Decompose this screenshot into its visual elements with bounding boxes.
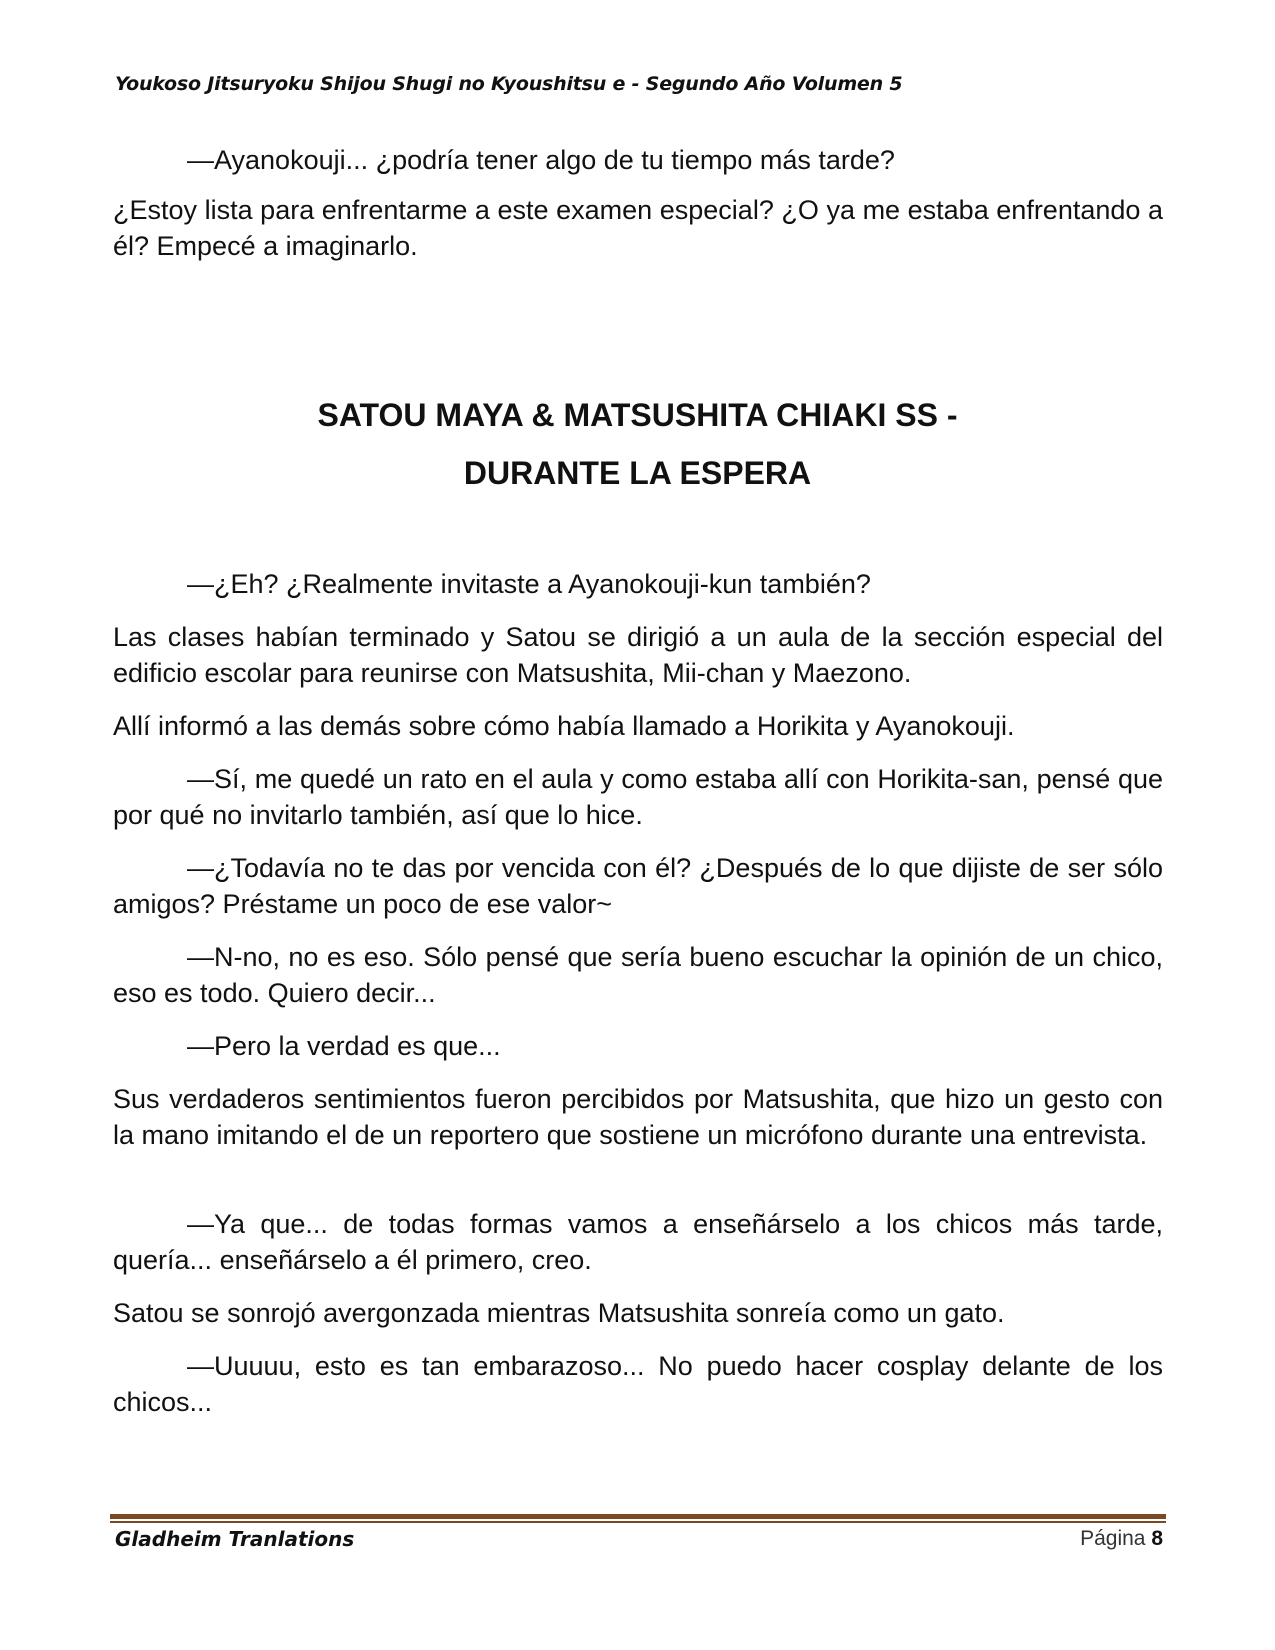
intro-paragraph-1: —Ayanokouji... ¿podría tener algo de tu tiempo más tarde? (187, 145, 895, 175)
paragraph-6: —N-no, no es eso. Sólo pensé que sería bueno escuchar la opinión de un chico, eso es todo. Quiero decir... (113, 942, 1163, 1008)
paragraph-2: Las clases habían terminado y Satou se dirigió a un aula de la sección especial del edificio escolar para reunirse con Matsushita, Mii-chan y Maezono. (113, 622, 1163, 688)
page-label: Página (1080, 1527, 1146, 1550)
paragraph-7: —Pero la verdad es que... (187, 1031, 501, 1061)
footer-divider (110, 1514, 1166, 1519)
footer-credit: Gladheim Tranlations (115, 1527, 355, 1551)
footer-divider-thin (110, 1521, 1166, 1523)
paragraph-1: —¿Eh? ¿Realmente invitaste a Ayanokouji-kun también? (187, 569, 871, 599)
paragraph-5: —¿Todavía no te das por vencida con él? ¿Después de lo que dijiste de ser sólo amigos? Préstame un poco de ese valor~ (113, 853, 1163, 919)
paragraph-10: Satou se sonrojó avergonzada mientras Matsushita sonreía como un gato. (113, 1298, 1005, 1328)
paragraph-4: —Sí, me quedé un rato en el aula y como estaba allí con Horikita-san, pensé que por qué no invitarlo también, así que lo hice. (113, 764, 1163, 830)
chapter-title-line-2: DURANTE LA ESPERA (463, 455, 812, 491)
paragraph-8: Sus verdaderos sentimientos fueron percibidos por Matsushita, que hizo un gesto con la mano imitando el de un reportero que sostiene un micrófono durante una entrevista. (113, 1084, 1163, 1150)
paragraph-9: —Ya que... de todas formas vamos a enseñárselo a los chicos más tarde, quería... enseñárselo a él primero, creo. (113, 1209, 1163, 1275)
paragraph-11: —Uuuuu, esto es tan embarazoso... No puedo hacer cosplay delante de los chicos... (113, 1351, 1163, 1417)
intro-paragraph-2: ¿Estoy lista para enfrentarme a este examen especial? ¿O ya me estaba enfrentando a él? Empecé a imaginarlo. (113, 195, 1163, 261)
page-number: 8 (1151, 1527, 1163, 1550)
page-number-block (1080, 1527, 1163, 1551)
paragraph-3: Allí informó a las demás sobre cómo había llamado a Horikita y Ayanokouji. (113, 711, 1015, 741)
chapter-title-line-1: SATOU MAYA & MATSUSHITA CHIAKI SS - (317, 397, 958, 433)
running-header: Youkoso Jitsuryoku Shijou Shugi no Kyoushitsu e - Segundo Año Volumen 5 (115, 73, 903, 95)
